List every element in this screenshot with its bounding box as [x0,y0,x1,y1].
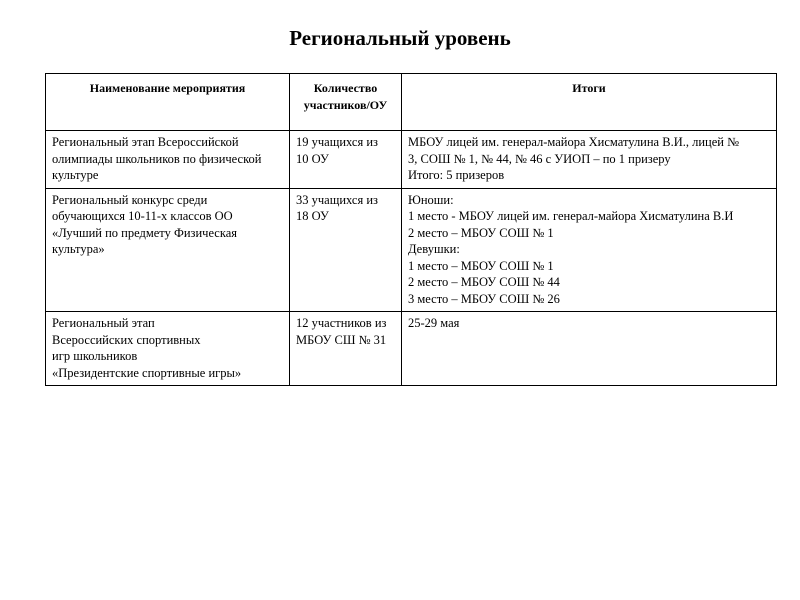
cell-line: культуре [52,168,99,182]
header-results: Итоги [402,74,777,131]
table-row [46,188,777,312]
event-name-cell [46,131,290,189]
cell-line: «Президентские спортивные игры» [52,365,242,380]
cell-line: 10 ОУ [296,151,329,166]
cell-line: Региональный этап [52,316,155,330]
cell-line: Юноши: [408,192,454,207]
header-count-line: участников/ОУ [303,97,388,112]
event-name-cell [46,312,290,386]
event-name-cell [46,188,290,312]
cell-line: олимпиады школьников по физической [52,151,262,166]
cell-line: МБОУ СШ № 31 [296,332,387,347]
table-row [46,131,777,189]
cell-line: Региональный этап Всероссийской [52,135,239,149]
cell-line: Итого: 5 призеров [408,168,505,182]
cell-line: 1 место – МБОУ СОШ № 1 [408,258,554,273]
results-table [45,73,777,386]
cell-line: 33 учащихся из [296,192,378,207]
header-count-line: Количество [313,81,378,95]
cell-line: 12 участников из [296,316,387,330]
cell-line: 3, СОШ № 1, № 44, № 46 с УИОП – по 1 призеру [408,151,671,166]
cell-line: 2 место – МБОУ СОШ № 1 [408,225,554,240]
participant-count-cell [290,131,402,189]
participant-count-cell [290,312,402,386]
participant-count-cell [290,188,402,312]
cell-line: Всероссийских спортивных [52,332,201,347]
results-cell [402,312,777,386]
cell-line: Региональный конкурс среди [52,192,208,207]
header-event-name: Наименование мероприятия [46,74,290,131]
cell-line: игр школьников [52,349,138,363]
cell-line: 3 место – МБОУ СОШ № 26 [408,291,560,306]
cell-line: 19 учащихся из [296,135,378,149]
cell-line: МБОУ лицей им. генерал-майора Хисматулина В.И., лицей № [408,135,739,149]
cell-line: 18 ОУ [296,209,329,223]
cell-line: Девушки: [408,242,460,256]
cell-line: 25-29 мая [408,316,460,330]
cell-line: культура» [52,242,105,256]
results-cell [402,188,777,312]
table-row [46,312,777,386]
table-header-row [46,74,777,131]
results-cell [402,131,777,189]
cell-line: 2 место – МБОУ СОШ № 44 [408,275,560,289]
cell-line: «Лучший по предмету Физическая [52,225,238,240]
page-title: Региональный уровень [289,26,511,50]
cell-line: обучающихся 10-11-х классов ОО [52,209,233,223]
cell-line: 1 место - МБОУ лицей им. генерал-майора Хисматулина В.И [408,209,734,223]
header-participant-count [290,74,402,131]
